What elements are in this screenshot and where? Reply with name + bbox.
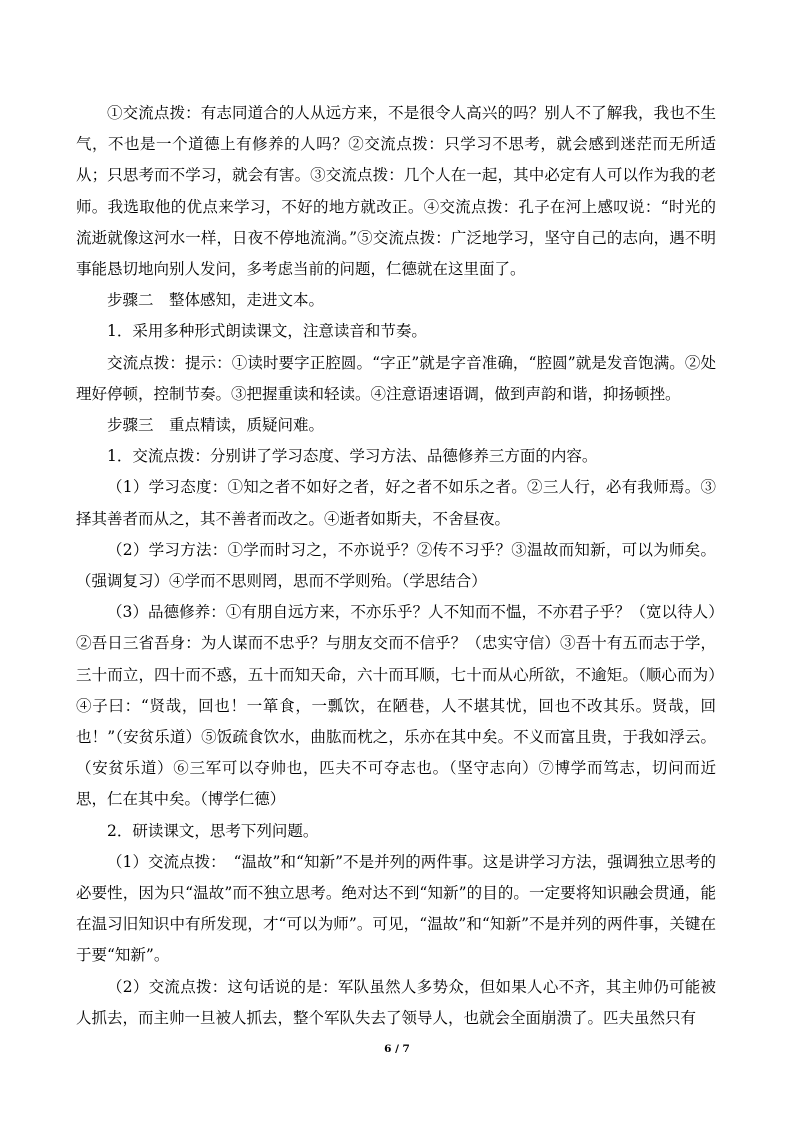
paragraph-moral-cultivation: （3）品德修养：①有朋自远方来，不亦乐乎？人不知而不愠，不亦君子乎？（宽以待人） ②吾日三省吾身：为人谋而不忠乎？与朋友交而不信乎？（忠实守信）③吾十有五而志于学，三十而立，四十而不惑，五十而知天命，六十而耳顺，七十而从心所欲，不逾矩。（顺心而为） ④子曰：“贤哉，回也！一箪食，一瓢饮，在陋巷，人不堪其忧，回也不改其乐。贤哉，回也！”（安贫乐道）⑤饭疏食饮水，曲肱而枕之，乐亦在其中矣。不义而富且贵，于我如浮云。（安贫乐道）⑥三军可以夺帅也，匹夫不可夺志也。（坚守志向）⑦博学而笃志，切问而近思，仁在其中矣。（博学仁德） — [76, 603, 748, 809]
paragraph-step-two-item-1: 1．采用多种形式朗读课文，注意读音和节奏。 — [107, 322, 427, 341]
paragraph-step-three-item-2: 2．研读课文，思考下列问题。 — [107, 821, 319, 840]
paragraph-learning-attitude: （1）学习态度：①知之者不如好之者，好之者不如乐之者。②三人行，必有我师焉。③择其善者而从之，其不善者而改之。④逝者如斯夫，不舍昼夜。 — [76, 478, 716, 528]
document-body — [76, 98, 748, 1034]
heading-step-three: 步骤三 重点精读，质疑问难。 — [107, 416, 325, 435]
heading-step-two: 步骤二 整体感知，走进文本。 — [107, 291, 325, 310]
paragraph-question-1: （1）交流点拨： “温故”和“知新”不是并列的两件事。这是讲学习方法，强调独立思考的必要性，因为只“温故”而不独立思考。绝对达不到“知新”的目的。一定要将知识融会贯通，能在温习旧知识中有所发现，才“可以为师”。可见，“温故”和“知新”不是并列的两件事，关键在于要“知新”。 — [76, 852, 716, 965]
paragraph-learning-method: （2）学习方法：①学而时习之，不亦说乎？②传不习乎？③温故而知新，可以为师矣。（强调复习）④学而不思则罔，思而不学则殆。（学思结合） — [76, 540, 716, 591]
paragraph-translations: ①交流点拨：有志同道合的人从远方来，不是很令人高兴的吗？别人不了解我，我也不生气，不也是一个道德上有修养的人吗？②交流点拨：只学习不思考，就会感到迷茫而无所适从；只思考而不学习，就会有害。③交流点拨：几个人在一起，其中必定有人可以作为我的老师。我选取他的优点来学习，不好的地方就改正。④交流点拨：孔子在河上感叹说：“时光的流逝就像这河水一样，日夜不停地流淌。”⑤交流点拨：广泛地学习，坚守自己的志向，遇不明事能恳切地向别人发问，多考虑当前的问题，仁德就在这里面了。 — [76, 104, 716, 279]
paragraph-reading-tips: 交流点拨：提示：①读时要字正腔圆。“字正”就是字音准确，“腔圆”就是发音饱满。②处理好停顿，控制节奏。③把握重读和轻读。④注意语速语调，做到声韵和谐，抑扬顿挫。 — [76, 353, 716, 403]
paragraph-question-2: （2）交流点拨：这句话说的是：军队虽然人多势众，但如果人心不齐，其主帅仍可能被人抓去，而主帅一旦被人抓去，整个军队失去了领导人，也就会全面崩溃了。匹夫虽然只有 — [76, 977, 716, 1027]
paragraph-step-three-item-1: 1．交流点拨：分别讲了学习态度、学习方法、品德修养三方面的内容。 — [107, 447, 598, 466]
page-number: 6 / 7 — [384, 1043, 410, 1055]
